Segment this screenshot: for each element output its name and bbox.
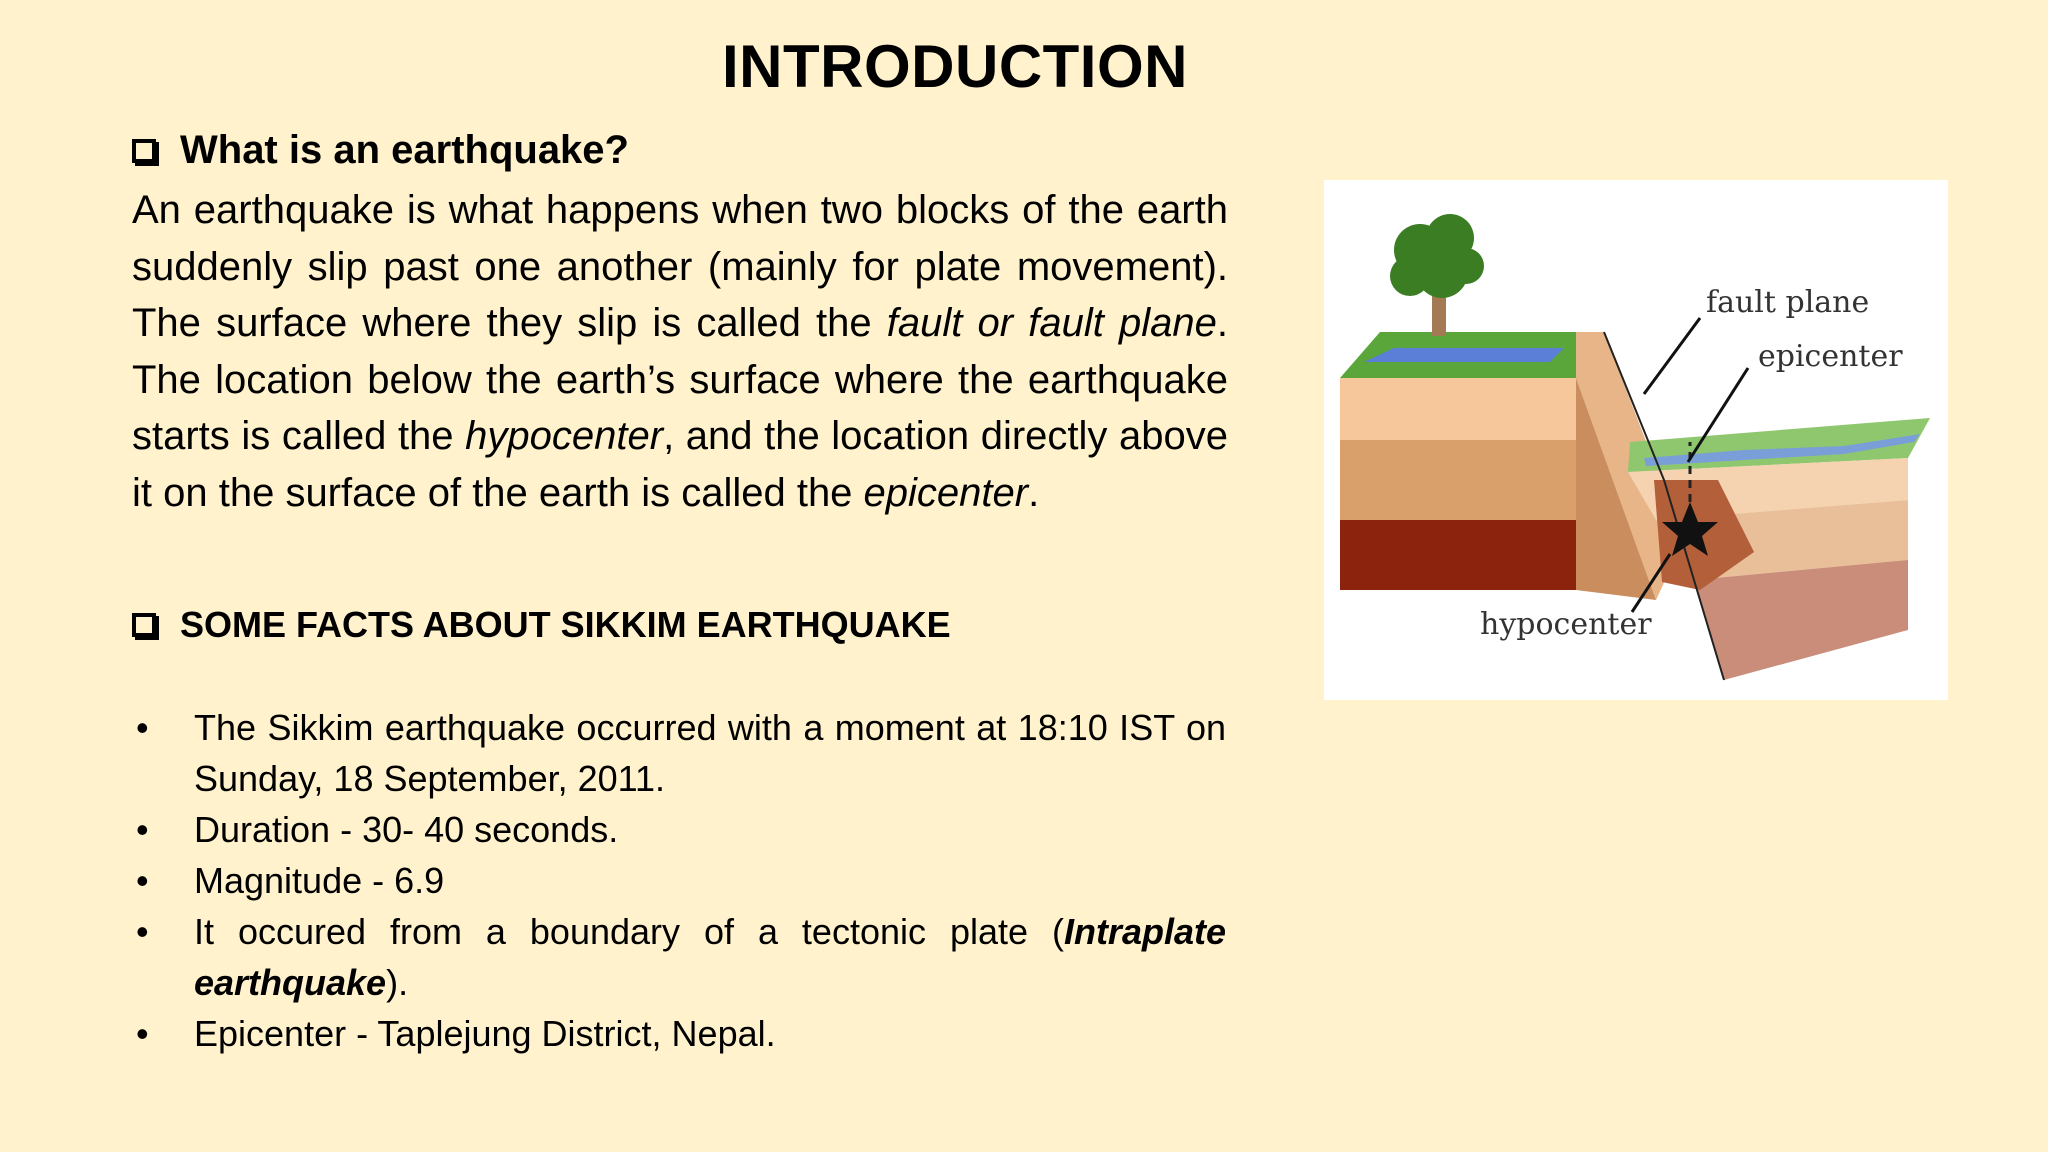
left-layer-1 <box>1340 378 1576 440</box>
bullet-icon: • <box>136 911 149 952</box>
right-layer-3 <box>1694 560 1908 680</box>
fact-text: Magnitude - 6.9 <box>194 860 445 901</box>
fact-text: It occured from a boundary of a tectonic plate ( <box>194 911 1064 952</box>
term-epicenter: epicenter <box>863 470 1029 515</box>
epicenter-label: epicenter <box>1758 339 1903 374</box>
term-fault-plane: fault or fault plane <box>886 301 1217 345</box>
fault-plane-leader <box>1644 318 1700 394</box>
slide-title: INTRODUCTION <box>722 33 1188 100</box>
list-item <box>132 804 1226 855</box>
question-heading-text: What is an earthquake? <box>180 128 629 172</box>
paragraph-text-3: , and the location directly above it on the surface of the earth is called the <box>132 414 1229 515</box>
list-item <box>132 855 1226 906</box>
question-heading <box>132 128 629 173</box>
fact-text: ). <box>386 962 409 1003</box>
paragraph-text-4: . <box>1028 470 1040 515</box>
left-layer-2 <box>1340 440 1576 520</box>
bullet-icon: • <box>136 707 149 748</box>
bullet-icon: • <box>136 1013 149 1054</box>
term-hypocenter: hypocenter <box>465 414 664 458</box>
facts-list <box>132 702 1226 1059</box>
hypocenter-label: hypocenter <box>1480 607 1652 642</box>
list-item <box>132 702 1226 804</box>
fault-plane-label: fault plane <box>1706 285 1870 320</box>
fact-text: The Sikkim earthquake occurred with a moment at 18:10 IST on Sunday, 18 September, 2011. <box>194 707 1226 799</box>
left-layer-3 <box>1340 520 1576 590</box>
checkbox-bullet-icon <box>132 613 156 637</box>
bullet-icon: • <box>136 809 149 850</box>
fault-diagram <box>1324 180 1948 700</box>
definition-paragraph <box>132 182 1228 521</box>
facts-heading-text: SOME FACTS ABOUT SIKKIM EARTHQUAKE <box>180 604 951 645</box>
bullet-icon: • <box>136 860 149 901</box>
fault-diagram-svg <box>1324 180 1948 700</box>
intraplate-term: Intraplate earthquake <box>194 911 1226 1003</box>
checkbox-bullet-icon <box>132 139 156 163</box>
paragraph-text-2: . The location below the earth’s surface where the earthquake starts is called the <box>132 301 1228 458</box>
paragraph-text-1: An earthquake is what happens when two blocks of the earth suddenly slip past one another (mainly for plate movement). The surface where they slip is called the <box>132 188 1228 345</box>
tree-canopy <box>1448 248 1484 284</box>
left-river <box>1364 348 1564 362</box>
fact-text: Duration - 30- 40 seconds. <box>194 809 619 850</box>
fact-text: Epicenter - Taplejung District, Nepal. <box>194 1013 776 1054</box>
list-item <box>132 1008 1226 1059</box>
facts-heading <box>132 604 951 646</box>
tree-canopy <box>1390 256 1430 296</box>
list-item <box>132 906 1226 1008</box>
